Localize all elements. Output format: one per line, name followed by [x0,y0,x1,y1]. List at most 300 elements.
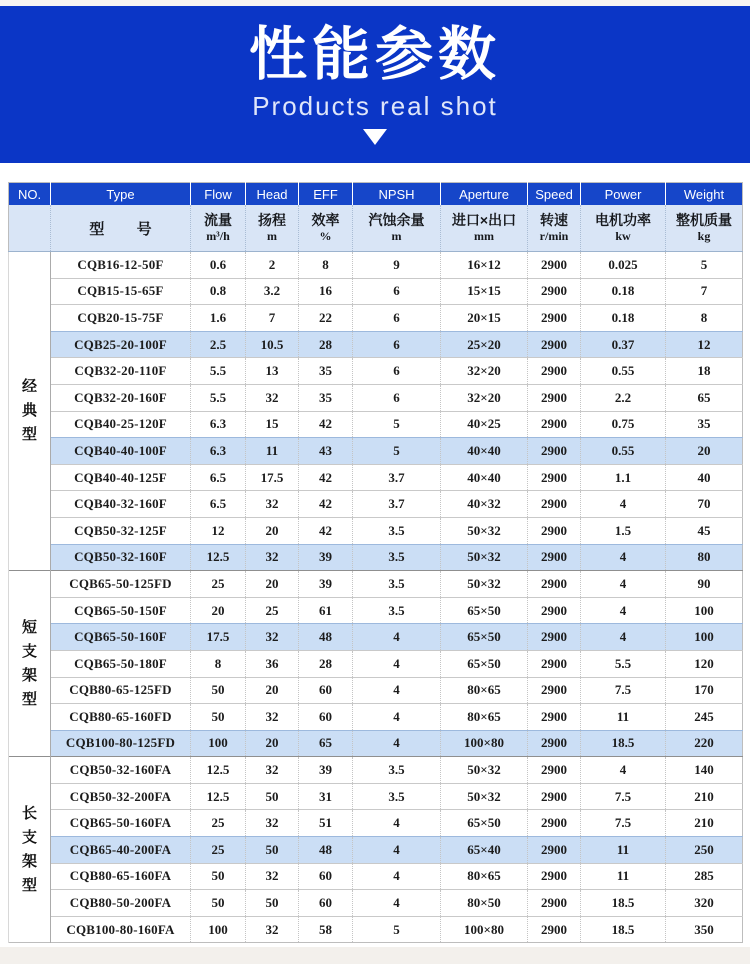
cell-type: CQB65-50-180F [51,650,191,677]
cell-speed: 2900 [528,890,581,917]
cell-flow: 17.5 [191,624,246,651]
cell-flow: 2.5 [191,331,246,358]
subheader-npsh-name: 汽蚀余量 [368,212,425,228]
table-row [9,890,743,917]
cell-aperture: 32×20 [441,358,528,385]
subheader-eff-unit: % [319,229,332,243]
cell-weight: 90 [666,571,743,598]
cell-weight: 40 [666,464,743,491]
header-speed: Speed [528,183,581,206]
cell-power: 4 [581,597,666,624]
cell-aperture: 50×32 [441,783,528,810]
header-no: NO. [9,183,51,206]
subheader-npsh [353,205,441,252]
cell-power: 7.5 [581,810,666,837]
cell-type: CQB65-50-150F [51,597,191,624]
group-label: 长支架型 [9,757,51,943]
performance-banner [0,6,750,163]
cell-type: CQB40-40-125F [51,464,191,491]
cell-npsh: 4 [353,730,441,757]
cell-npsh: 6 [353,384,441,411]
cell-flow: 25 [191,571,246,598]
cell-speed: 2900 [528,704,581,731]
cell-type: CQB20-15-75F [51,305,191,332]
table-row [9,358,743,385]
table-row [9,464,743,491]
cell-weight: 350 [666,916,743,943]
cell-type: CQB80-65-160FD [51,704,191,731]
table-row [9,837,743,864]
subheader-eff [299,205,353,252]
cell-type: CQB32-20-160F [51,384,191,411]
cell-weight: 220 [666,730,743,757]
cell-type: CQB15-15-65F [51,278,191,305]
cell-flow: 12.5 [191,544,246,571]
header-npsh: NPSH [353,183,441,206]
cell-aperture: 80×50 [441,890,528,917]
cell-npsh: 6 [353,278,441,305]
cell-flow: 50 [191,863,246,890]
cell-head: 7 [246,305,299,332]
no-subheader-cell [9,205,51,252]
cell-flow: 5.5 [191,358,246,385]
table-row [9,650,743,677]
cell-type: CQB80-50-200FA [51,890,191,917]
table-row [9,730,743,757]
cell-type: CQB50-32-125F [51,517,191,544]
cell-aperture: 50×32 [441,571,528,598]
cell-head: 32 [246,544,299,571]
subheader-power-name: 电机功率 [595,212,651,228]
cell-flow: 6.3 [191,438,246,465]
cell-flow: 50 [191,704,246,731]
cell-type: CQB40-25-120F [51,411,191,438]
table-row [9,305,743,332]
cell-power: 4 [581,757,666,784]
header-flow: Flow [191,183,246,206]
cell-eff: 28 [299,650,353,677]
table-row [9,411,743,438]
cell-power: 11 [581,837,666,864]
cell-flow: 100 [191,730,246,757]
table-row [9,810,743,837]
table-row [9,783,743,810]
cell-flow: 12.5 [191,783,246,810]
cell-aperture: 80×65 [441,677,528,704]
cell-eff: 42 [299,464,353,491]
cell-npsh: 4 [353,650,441,677]
cell-speed: 2900 [528,517,581,544]
subheader-head-unit: m [267,229,277,243]
table-row [9,544,743,571]
cell-flow: 6.3 [191,411,246,438]
cell-npsh: 3.5 [353,783,441,810]
cell-npsh: 5 [353,916,441,943]
cell-npsh: 3.5 [353,757,441,784]
cell-type: CQB65-50-125FD [51,571,191,598]
table-row [9,624,743,651]
cell-type: CQB25-20-100F [51,331,191,358]
cell-flow: 6.5 [191,491,246,518]
cell-aperture: 65×50 [441,650,528,677]
header-weight: Weight [666,183,743,206]
cell-power: 18.5 [581,916,666,943]
cell-eff: 35 [299,384,353,411]
cell-eff: 35 [299,358,353,385]
group-label: 短支架型 [9,571,51,757]
table-row [9,677,743,704]
subheader-speed-unit: r/min [539,229,569,243]
cell-head: 3.2 [246,278,299,305]
cell-speed: 2900 [528,571,581,598]
banner-subtitle: Products real shot [252,90,498,121]
header-power: Power [581,183,666,206]
banner-title: 性能参数 [248,22,501,87]
cell-flow: 6.5 [191,464,246,491]
cell-power: 0.18 [581,278,666,305]
cell-type: CQB50-32-160F [51,544,191,571]
cell-flow: 25 [191,810,246,837]
cell-eff: 48 [299,837,353,864]
cell-weight: 100 [666,597,743,624]
cell-eff: 42 [299,411,353,438]
cell-aperture: 32×20 [441,384,528,411]
subheader-aperture [441,205,528,252]
cell-weight: 35 [666,411,743,438]
cell-type: CQB50-32-160FA [51,757,191,784]
subheader-power-unit: kw [615,229,631,243]
cell-aperture: 25×20 [441,331,528,358]
cell-type: CQB80-65-125FD [51,677,191,704]
cell-weight: 65 [666,384,743,411]
subheader-aperture-unit: mm [474,229,494,243]
cell-npsh: 3.5 [353,544,441,571]
cell-head: 32 [246,384,299,411]
cell-speed: 2900 [528,810,581,837]
cell-power: 11 [581,704,666,731]
table-row [9,278,743,305]
cell-speed: 2900 [528,837,581,864]
cell-head: 50 [246,783,299,810]
bottom-margin-strip [0,947,750,964]
cell-speed: 2900 [528,757,581,784]
down-triangle-icon [363,129,387,145]
cell-flow: 12 [191,517,246,544]
cell-aperture: 65×50 [441,597,528,624]
spec-table [8,182,743,943]
cell-power: 0.37 [581,331,666,358]
cell-head: 11 [246,438,299,465]
cell-head: 2 [246,252,299,279]
cell-weight: 245 [666,704,743,731]
cell-head: 20 [246,517,299,544]
cell-power: 5.5 [581,650,666,677]
header-aperture: Aperture [441,183,528,206]
subheader-eff-name: 效率 [311,212,340,228]
cell-npsh: 9 [353,252,441,279]
subheader-speed-name: 转速 [540,212,568,228]
cell-weight: 285 [666,863,743,890]
cell-weight: 5 [666,252,743,279]
cell-eff: 39 [299,544,353,571]
cell-speed: 2900 [528,544,581,571]
cell-power: 2.2 [581,384,666,411]
cell-eff: 8 [299,252,353,279]
cell-flow: 0.8 [191,278,246,305]
cell-speed: 2900 [528,331,581,358]
cell-power: 1.5 [581,517,666,544]
cell-power: 7.5 [581,677,666,704]
cell-weight: 250 [666,837,743,864]
cell-weight: 210 [666,810,743,837]
cell-head: 17.5 [246,464,299,491]
cell-aperture: 65×50 [441,624,528,651]
cell-type: CQB16-12-50F [51,252,191,279]
cell-aperture: 50×32 [441,544,528,571]
cell-eff: 60 [299,890,353,917]
cell-aperture: 50×32 [441,517,528,544]
cell-weight: 100 [666,624,743,651]
cell-flow: 100 [191,916,246,943]
cell-npsh: 6 [353,305,441,332]
cell-flow: 20 [191,597,246,624]
cell-eff: 42 [299,517,353,544]
subheader-speed [528,205,581,252]
cell-npsh: 6 [353,331,441,358]
subheader-power [581,205,666,252]
header-row-chinese [9,205,743,252]
subheader-flow-name: 流量 [204,212,232,228]
cell-npsh: 3.7 [353,464,441,491]
cell-head: 32 [246,810,299,837]
cell-type: CQB40-40-100F [51,438,191,465]
cell-weight: 120 [666,650,743,677]
subheader-weight-unit: kg [697,229,711,243]
cell-aperture: 40×32 [441,491,528,518]
cell-speed: 2900 [528,916,581,943]
cell-weight: 170 [666,677,743,704]
cell-aperture: 65×50 [441,810,528,837]
subheader-npsh-unit: m [391,229,402,243]
cell-speed: 2900 [528,438,581,465]
cell-eff: 28 [299,331,353,358]
cell-power: 7.5 [581,783,666,810]
cell-eff: 39 [299,571,353,598]
cell-npsh: 4 [353,624,441,651]
cell-power: 0.75 [581,411,666,438]
subheader-weight [666,205,743,252]
cell-head: 50 [246,890,299,917]
subheader-head [246,205,299,252]
cell-head: 15 [246,411,299,438]
cell-type: CQB65-40-200FA [51,837,191,864]
table-row [9,252,743,279]
cell-eff: 39 [299,757,353,784]
cell-eff: 22 [299,305,353,332]
cell-eff: 65 [299,730,353,757]
spec-table-body [9,252,743,943]
cell-weight: 320 [666,890,743,917]
table-row [9,757,743,784]
cell-aperture: 16×12 [441,252,528,279]
cell-head: 50 [246,837,299,864]
cell-speed: 2900 [528,597,581,624]
cell-npsh: 4 [353,837,441,864]
cell-power: 0.55 [581,358,666,385]
cell-flow: 50 [191,677,246,704]
cell-aperture: 15×15 [441,278,528,305]
cell-npsh: 4 [353,704,441,731]
cell-head: 32 [246,863,299,890]
cell-aperture: 20×15 [441,305,528,332]
header-row-english [9,183,743,206]
cell-eff: 51 [299,810,353,837]
cell-type: CQB80-65-160FA [51,863,191,890]
cell-type: CQB32-20-110F [51,358,191,385]
table-row [9,331,743,358]
cell-speed: 2900 [528,358,581,385]
cell-aperture: 40×40 [441,464,528,491]
cell-power: 4 [581,624,666,651]
cell-npsh: 6 [353,358,441,385]
cell-weight: 140 [666,757,743,784]
cell-power: 0.025 [581,252,666,279]
cell-head: 20 [246,571,299,598]
cell-type: CQB100-80-125FD [51,730,191,757]
subheader-flow [191,205,246,252]
cell-eff: 60 [299,863,353,890]
cell-type: CQB50-32-200FA [51,783,191,810]
cell-speed: 2900 [528,252,581,279]
table-row [9,597,743,624]
cell-npsh: 5 [353,411,441,438]
cell-speed: 2900 [528,650,581,677]
subheader-weight-name: 整机质量 [676,212,732,228]
cell-power: 1.1 [581,464,666,491]
cell-head: 20 [246,730,299,757]
cell-flow: 25 [191,837,246,864]
cell-aperture: 100×80 [441,730,528,757]
cell-flow: 5.5 [191,384,246,411]
cell-eff: 42 [299,491,353,518]
cell-head: 32 [246,491,299,518]
cell-flow: 8 [191,650,246,677]
cell-npsh: 4 [353,810,441,837]
cell-eff: 16 [299,278,353,305]
cell-npsh: 4 [353,677,441,704]
cell-weight: 210 [666,783,743,810]
cell-flow: 12.5 [191,757,246,784]
cell-eff: 61 [299,597,353,624]
table-row [9,704,743,731]
cell-speed: 2900 [528,624,581,651]
cell-eff: 58 [299,916,353,943]
cell-weight: 45 [666,517,743,544]
cell-head: 20 [246,677,299,704]
type-label: 型 号 [51,205,191,252]
cell-npsh: 3.5 [353,571,441,598]
cell-eff: 60 [299,704,353,731]
cell-aperture: 40×40 [441,438,528,465]
cell-speed: 2900 [528,491,581,518]
cell-power: 4 [581,571,666,598]
cell-weight: 18 [666,358,743,385]
table-row [9,491,743,518]
cell-npsh: 4 [353,863,441,890]
subheader-head-name: 扬程 [258,212,286,228]
cell-head: 32 [246,757,299,784]
cell-power: 18.5 [581,730,666,757]
cell-npsh: 3.5 [353,597,441,624]
cell-flow: 1.6 [191,305,246,332]
cell-head: 32 [246,704,299,731]
cell-power: 4 [581,491,666,518]
cell-type: CQB65-50-160FA [51,810,191,837]
cell-weight: 20 [666,438,743,465]
table-row [9,438,743,465]
cell-speed: 2900 [528,384,581,411]
cell-head: 13 [246,358,299,385]
cell-power: 0.18 [581,305,666,332]
cell-weight: 70 [666,491,743,518]
cell-aperture: 80×65 [441,704,528,731]
cell-eff: 31 [299,783,353,810]
cell-head: 32 [246,916,299,943]
cell-power: 11 [581,863,666,890]
cell-speed: 2900 [528,730,581,757]
table-row [9,863,743,890]
cell-npsh: 4 [353,890,441,917]
cell-power: 0.55 [581,438,666,465]
subheader-flow-unit: m³/h [206,229,230,243]
cell-weight: 7 [666,278,743,305]
cell-type: CQB100-80-160FA [51,916,191,943]
cell-npsh: 5 [353,438,441,465]
table-row [9,571,743,598]
table-row [9,384,743,411]
cell-weight: 80 [666,544,743,571]
cell-aperture: 65×40 [441,837,528,864]
cell-speed: 2900 [528,411,581,438]
cell-speed: 2900 [528,783,581,810]
cell-speed: 2900 [528,278,581,305]
cell-head: 25 [246,597,299,624]
cell-npsh: 3.5 [353,517,441,544]
cell-type: CQB40-32-160F [51,491,191,518]
table-row [9,517,743,544]
cell-npsh: 3.7 [353,491,441,518]
cell-speed: 2900 [528,305,581,332]
cell-eff: 43 [299,438,353,465]
cell-flow: 0.6 [191,252,246,279]
cell-power: 4 [581,544,666,571]
spec-table-container [8,182,742,943]
cell-speed: 2900 [528,677,581,704]
cell-flow: 50 [191,890,246,917]
header-head: Head [246,183,299,206]
cell-eff: 60 [299,677,353,704]
table-row [9,916,743,943]
cell-speed: 2900 [528,863,581,890]
cell-eff: 48 [299,624,353,651]
cell-head: 36 [246,650,299,677]
cell-head: 10.5 [246,331,299,358]
cell-aperture: 50×32 [441,757,528,784]
cell-speed: 2900 [528,464,581,491]
cell-head: 32 [246,624,299,651]
cell-type: CQB65-50-160F [51,624,191,651]
cell-weight: 8 [666,305,743,332]
